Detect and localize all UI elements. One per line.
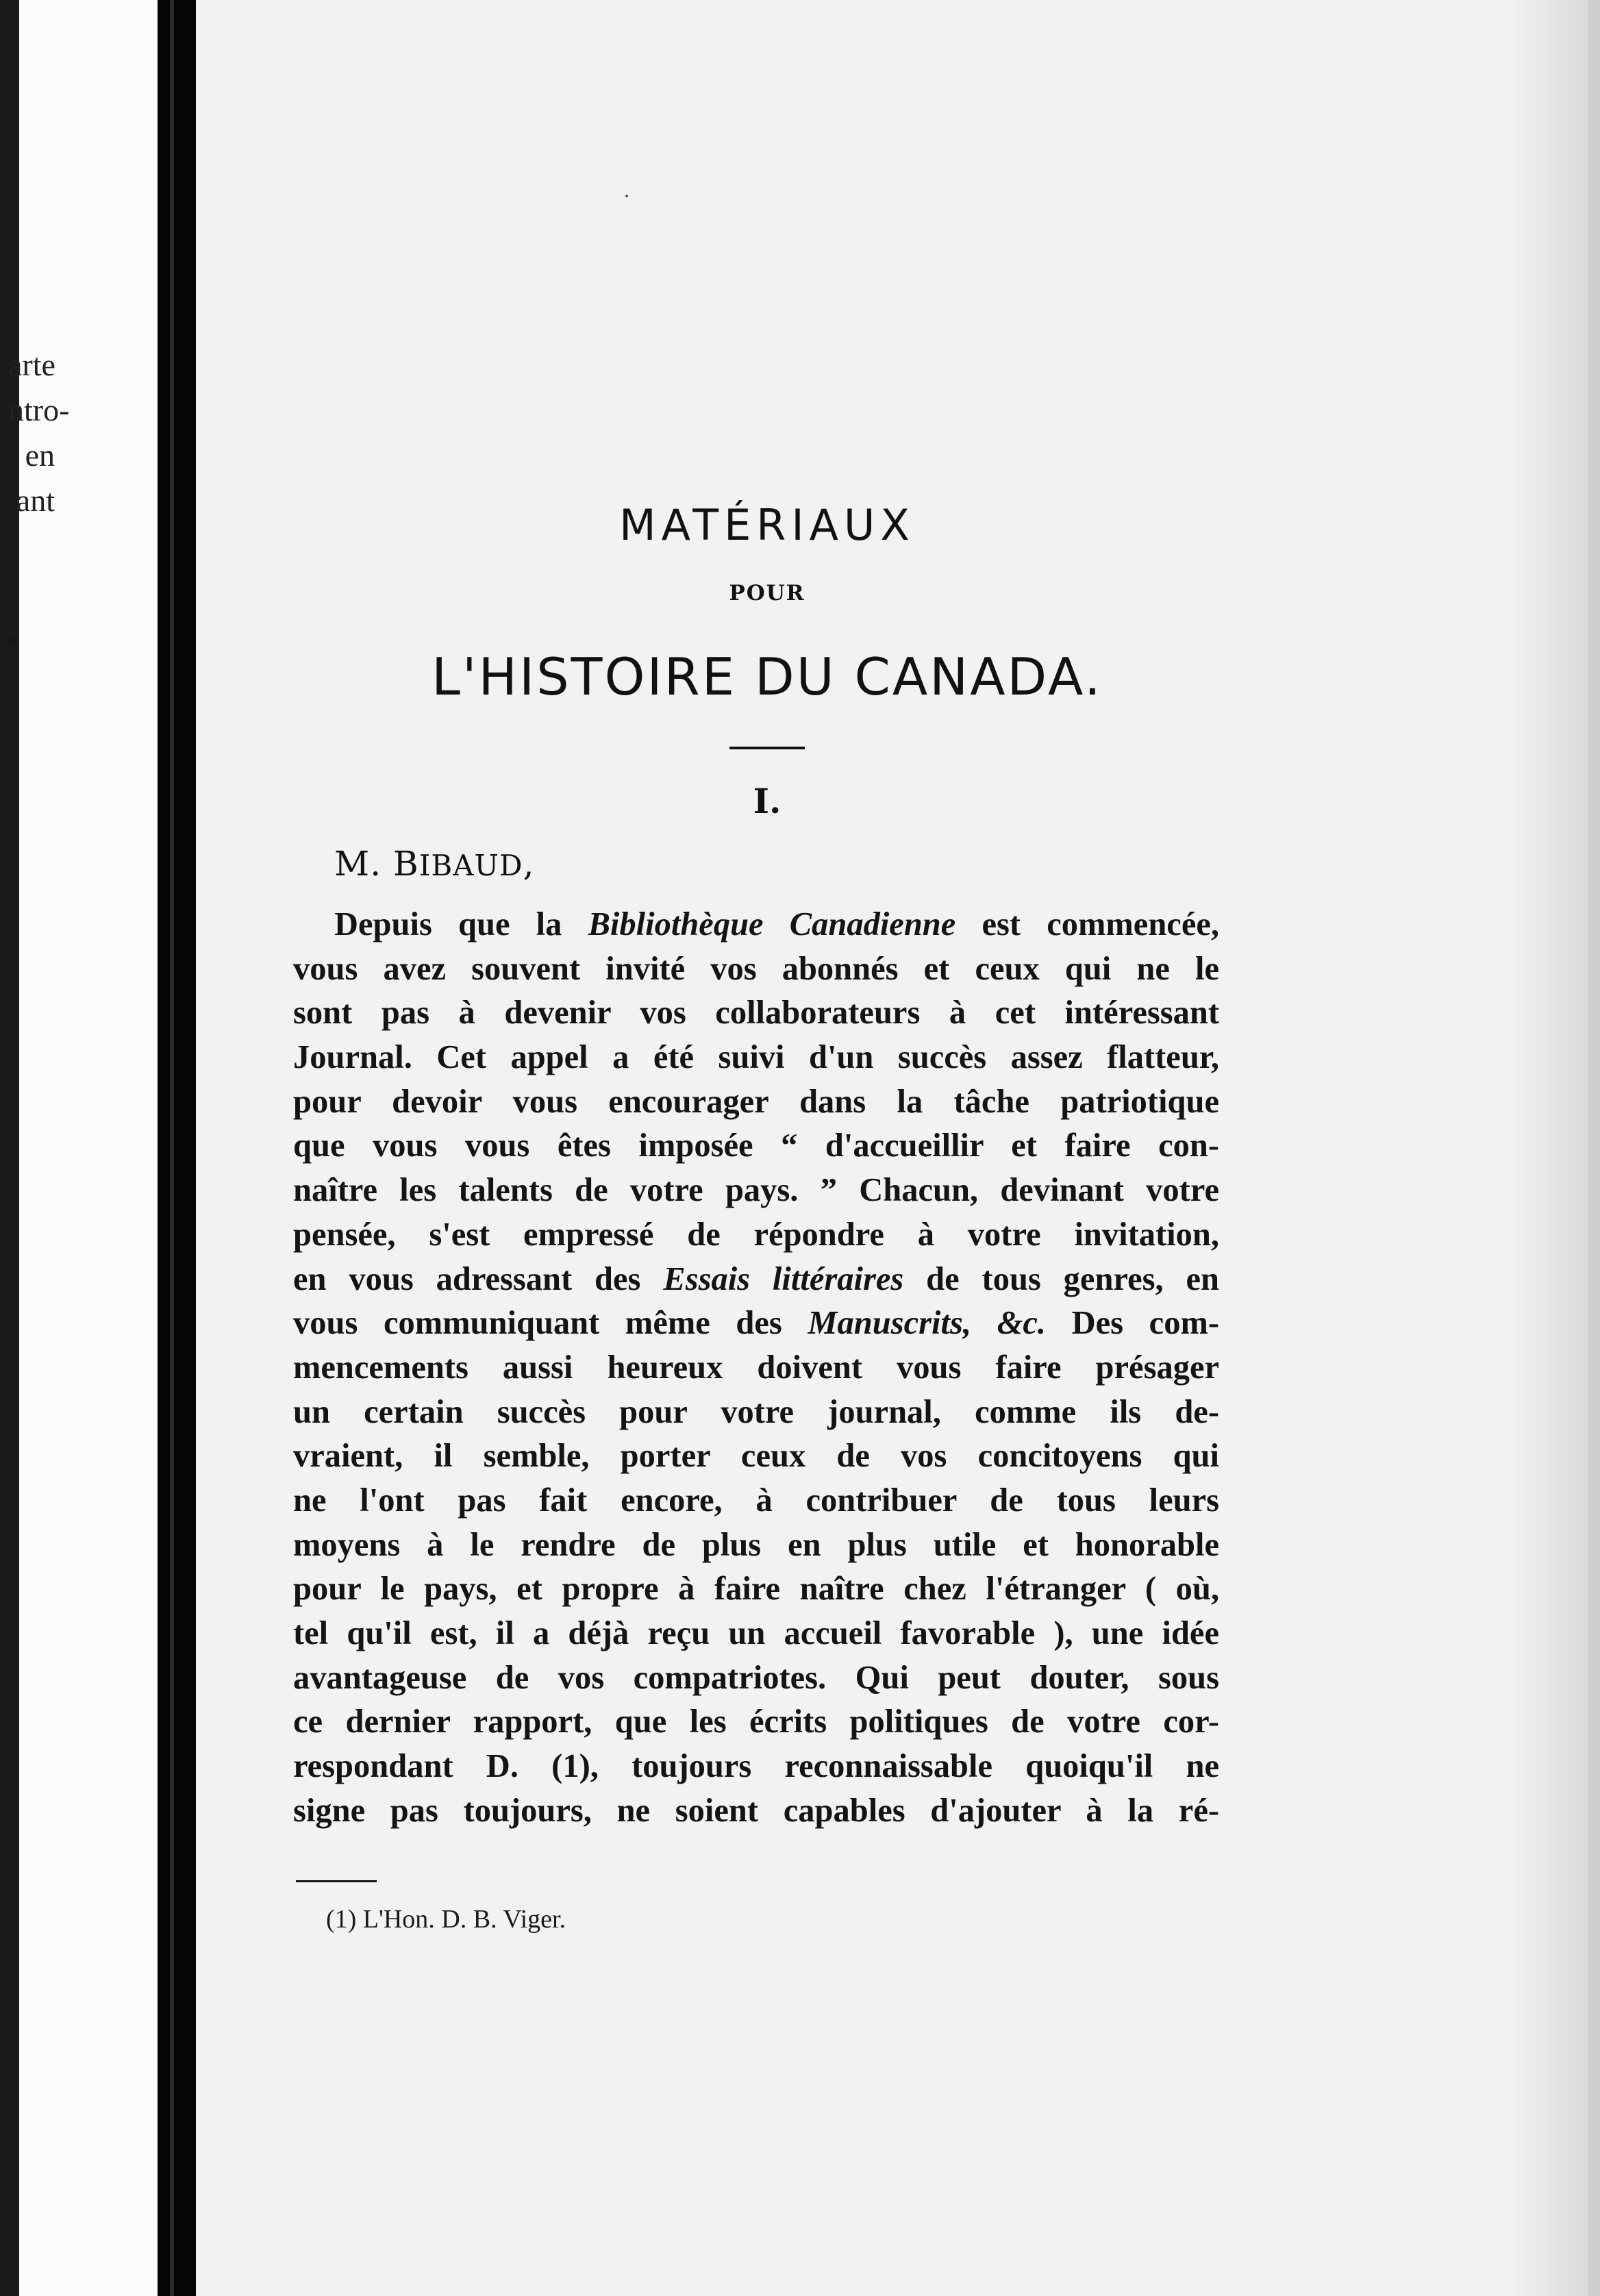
body-line: vraient, il semble, porter ceux de vos concitoyens qui — [293, 1438, 1219, 1475]
body-line: ce dernier rapport, que les écrits politiques de votre cor- — [293, 1704, 1219, 1740]
body-line: pensée, s'est empressé de répondre à votre invitation, — [293, 1216, 1219, 1253]
body-line: ne l'ont pas fait encore, à contribuer de tous leurs — [293, 1482, 1219, 1519]
page-title: MATÉRIAUX — [619, 500, 915, 550]
section-number: I. — [753, 781, 782, 821]
italic-title: Bibliothèque Canadienne — [588, 906, 956, 943]
body-line: sont pas à devenir vos collaborateurs à cet intéressant — [293, 995, 1219, 1032]
italic-title: Manuscrits, &c. — [808, 1305, 1046, 1342]
body-line: tel qu'il est, il a déjà reçu un accueil favorable ), une idée — [293, 1615, 1219, 1651]
salutation-name: IBAUD — [418, 849, 523, 882]
body-line: Depuis que la Bibliothèque Canadienne est commencée, — [334, 906, 1220, 943]
body-line: mencements aussi heureux doivent vous faire présager — [293, 1349, 1219, 1386]
title-divider — [729, 747, 805, 749]
body-line: un certain succès pour votre journal, comme ils de- — [293, 1393, 1219, 1430]
left-page-text — [8, 342, 70, 523]
body-line: avantageuse de vos compatriotes. Qui peut douter, sous — [293, 1659, 1219, 1696]
page-shadow — [1507, 0, 1588, 2296]
body-line: pour devoir vous encourager dans la tâche patriotique — [293, 1083, 1219, 1120]
body-line: Journal. Cet appel a été suivi d'un succès assez flatteur, — [293, 1039, 1219, 1076]
salutation-prefix: M. B — [334, 844, 419, 884]
body-line: en vous adressant des Essais littéraires de tous genres, en — [293, 1260, 1220, 1297]
body-text — [293, 903, 1219, 1833]
page-subtitle: L'HISTOIRE DU CANADA. — [432, 647, 1103, 707]
footnote-divider — [296, 1880, 377, 1882]
left-fragment: arte — [8, 347, 55, 382]
body-line: moyens à le rendre de plus en plus utile et honorable — [293, 1526, 1219, 1563]
body-line: respondant D. (1), toujours reconnaissable quoiqu'il ne — [293, 1748, 1219, 1785]
left-fragment-dot: . — [7, 614, 15, 649]
left-fragment: ant — [16, 483, 55, 518]
speck: · — [623, 185, 630, 208]
left-fragment: en — [25, 438, 55, 473]
body-line: signe pas toujours, ne soient capables d'ajouter à la ré- — [293, 1792, 1219, 1829]
body-line: vous avez souvent invité vos abonnés et ceux qui ne le — [293, 950, 1219, 987]
right-page-edge — [1588, 0, 1600, 2296]
italic-title: Essais littéraires — [663, 1260, 904, 1297]
salutation — [334, 844, 535, 884]
book-gutter — [158, 0, 196, 2296]
body-line: pour le pays, et propre à faire naître chez l'étranger ( où, — [293, 1571, 1219, 1608]
body-line: vous communiquant même des Manuscrits, &c. Des com- — [293, 1305, 1219, 1342]
left-page-fragment — [0, 0, 158, 2296]
footnote: (1) L'Hon. D. B. Viger. — [326, 1905, 566, 1934]
left-fragment: ntro- — [8, 392, 70, 427]
body-line: naître les talents de votre pays. ” Chacun, devinant votre — [293, 1172, 1219, 1209]
salutation-suffix: , — [523, 844, 535, 884]
title-connector: POUR — [729, 581, 805, 606]
body-line: que vous vous êtes imposée “ d'accueillir et faire con- — [293, 1127, 1219, 1164]
